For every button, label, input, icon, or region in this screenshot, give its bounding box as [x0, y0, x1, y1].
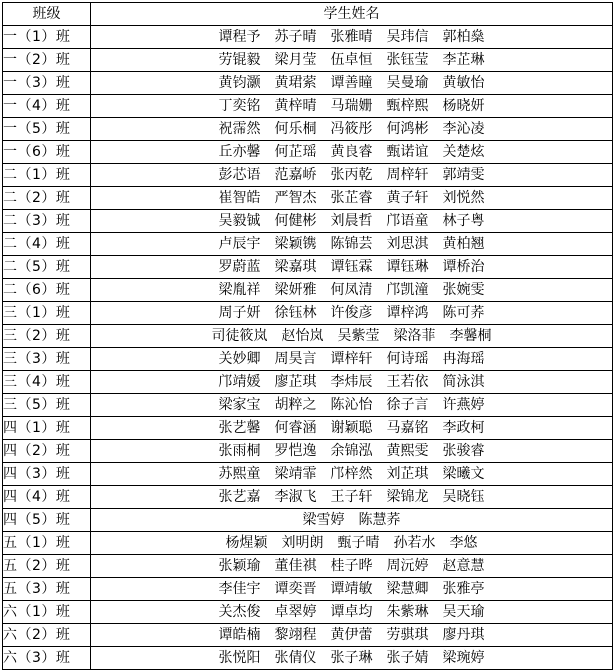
class-cell: 三（5）班 [3, 394, 91, 417]
table-row [3, 210, 613, 233]
student-names-cell: 梁家宝 胡粹之 陈沁怡 徐子言 许燕婷 [91, 394, 613, 417]
student-names-cell: 关杰俊 卓翠婷 谭卓均 朱紫琳 吴天瑜 [91, 601, 613, 624]
class-cell: 二（2）班 [3, 187, 91, 210]
table-row [3, 118, 613, 141]
student-names-cell: 张雨桐 罗恺逸 余锦泓 黄熙雯 张骏睿 [91, 440, 613, 463]
table-row [3, 26, 613, 49]
student-names-cell: 梁胤祥 梁妍雅 何凤清 邝凯潼 张婉雯 [91, 279, 613, 302]
class-cell: 二（3）班 [3, 210, 91, 233]
table-row [3, 348, 613, 371]
student-names-cell: 丁奕铭 黄梓晴 马瑞姗 甄梓熙 杨晓妍 [91, 95, 613, 118]
class-cell: 二（5）班 [3, 256, 91, 279]
table-row [3, 256, 613, 279]
class-cell: 一（2）班 [3, 49, 91, 72]
table-row [3, 233, 613, 256]
class-cell: 四（5）班 [3, 509, 91, 532]
class-cell: 五（3）班 [3, 578, 91, 601]
class-cell: 二（1）班 [3, 164, 91, 187]
class-cell: 二（6）班 [3, 279, 91, 302]
student-names-cell: 周子妍 徐钰林 许俊彦 谭梓鸿 陈可荞 [91, 302, 613, 325]
student-names-cell: 劳锟毅 梁月莹 伍卓恒 张钰莹 李芷琳 [91, 49, 613, 72]
student-names-cell: 谭程予 苏子晴 张雅晴 吴玮信 郭柏燊 [91, 26, 613, 49]
class-cell: 六（3）班 [3, 647, 91, 670]
table-row [3, 302, 613, 325]
table-row [3, 394, 613, 417]
table-row [3, 463, 613, 486]
student-names-cell: 祝霈然 何乐桐 冯筱彤 何鸿彬 李沁凌 [91, 118, 613, 141]
table-row [3, 624, 613, 647]
table-row [3, 187, 613, 210]
header-student-names: 学生姓名 [91, 3, 613, 26]
table-row [3, 49, 613, 72]
student-names-cell: 吴毅铖 何健彬 刘晨哲 邝语童 林子粤 [91, 210, 613, 233]
student-names-cell: 梁雪婷 陈慧荞 [91, 509, 613, 532]
class-cell: 二（4）班 [3, 233, 91, 256]
class-cell: 三（2）班 [3, 325, 91, 348]
class-cell: 三（1）班 [3, 302, 91, 325]
student-names-cell: 关妙卿 周昊言 谭梓轩 何诗瑶 冉海瑶 [91, 348, 613, 371]
table-row [3, 647, 613, 670]
table-body [3, 26, 613, 670]
student-names-cell: 李佳宇 谭奕晋 谭靖敏 梁慧卿 张雅亭 [91, 578, 613, 601]
table-row [3, 279, 613, 302]
table-row [3, 325, 613, 348]
class-cell: 四（2）班 [3, 440, 91, 463]
class-cell: 四（3）班 [3, 463, 91, 486]
student-names-cell: 苏熙童 梁靖霏 邝梓然 刘芷琪 梁曦文 [91, 463, 613, 486]
table-row [3, 141, 613, 164]
student-names-cell: 彭芯语 范嘉峤 张丙乾 周梓轩 郭靖雯 [91, 164, 613, 187]
student-names-cell: 张艺嘉 李淑飞 王子轩 梁锦龙 吴晓钰 [91, 486, 613, 509]
class-cell: 三（3）班 [3, 348, 91, 371]
student-names-cell: 邝靖媛 廖芷琪 李炜辰 王若依 简泳淇 [91, 371, 613, 394]
table-row [3, 601, 613, 624]
class-cell: 一（3）班 [3, 72, 91, 95]
table-row [3, 95, 613, 118]
table-row [3, 509, 613, 532]
table-row [3, 371, 613, 394]
table-row [3, 164, 613, 187]
table-row [3, 532, 613, 555]
class-cell: 六（2）班 [3, 624, 91, 647]
table-row [3, 440, 613, 463]
header-class: 班级 [3, 3, 91, 26]
student-names-cell: 丘亦馨 何芷瑶 黄良睿 甄诺谊 关楚炫 [91, 141, 613, 164]
class-cell: 三（4）班 [3, 371, 91, 394]
table-row [3, 417, 613, 440]
table-row [3, 486, 613, 509]
class-cell: 六（1）班 [3, 601, 91, 624]
student-names-cell: 卢辰宇 梁颖镌 陈锦芸 刘思淇 黄柏翘 [91, 233, 613, 256]
class-cell: 一（5）班 [3, 118, 91, 141]
student-names-cell: 崔智皓 严智杰 张芷睿 黄子轩 刘悦然 [91, 187, 613, 210]
class-cell: 四（4）班 [3, 486, 91, 509]
class-cell: 一（1）班 [3, 26, 91, 49]
student-names-cell: 张悦阳 张倩仪 张子琳 张子婧 梁琬婷 [91, 647, 613, 670]
student-names-cell: 黄钧灏 黄珺萦 谭善瞳 吴曼瑜 黄敏怡 [91, 72, 613, 95]
student-names-cell: 张艺馨 何睿涵 谢颖聪 马嘉铭 李政柯 [91, 417, 613, 440]
student-names-cell: 张颖瑜 董佳祺 桂子晔 周沅婷 赵意慧 [91, 555, 613, 578]
table-row [3, 578, 613, 601]
student-names-cell: 司徒筱岚 赵怡岚 吴紫莹 梁洛菲 李馨桐 [91, 325, 613, 348]
student-names-cell: 罗蔚蓝 梁嘉琪 谭钰霖 谭钰琳 谭桥治 [91, 256, 613, 279]
class-cell: 四（1）班 [3, 417, 91, 440]
student-names-cell: 谭皓楠 黎翊程 黄伊蕾 劳骐琪 廖丹琪 [91, 624, 613, 647]
class-cell: 五（1）班 [3, 532, 91, 555]
table-row [3, 72, 613, 95]
student-names-cell: 杨煋颖 刘明朗 甄子晴 孙若水 李悠 [91, 532, 613, 555]
table-header [3, 3, 613, 26]
class-cell: 一（6）班 [3, 141, 91, 164]
table-row [3, 555, 613, 578]
student-roster-table [2, 2, 613, 670]
class-cell: 一（4）班 [3, 95, 91, 118]
header-row [3, 3, 613, 26]
class-cell: 五（2）班 [3, 555, 91, 578]
